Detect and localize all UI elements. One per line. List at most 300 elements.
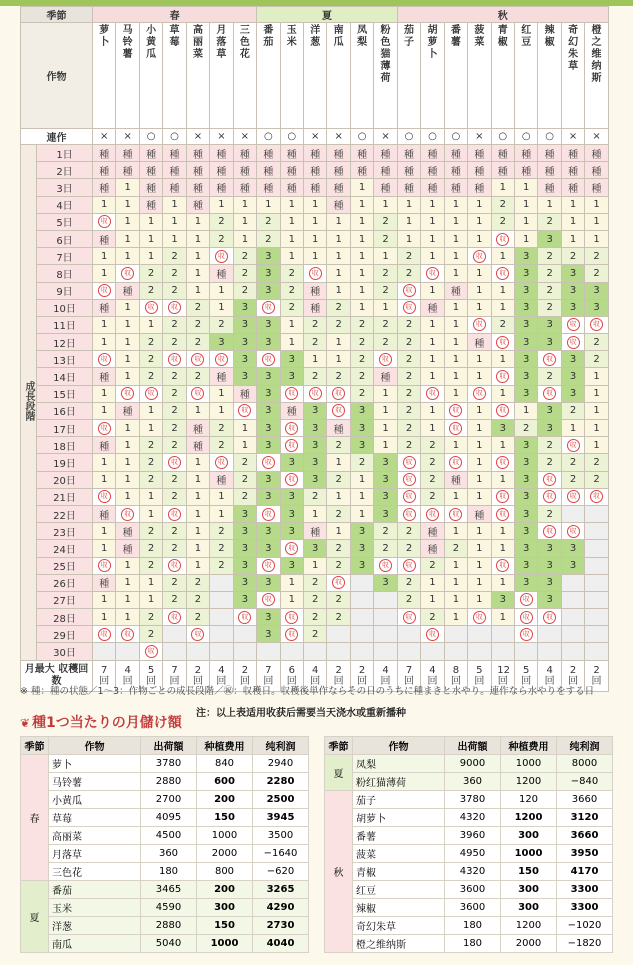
stage-cell: 3 — [514, 282, 537, 299]
stage-cell: 1 — [585, 420, 608, 437]
stage-cell: 種 — [116, 523, 139, 540]
stage-cell — [585, 523, 608, 540]
stage-cell: 2 — [186, 574, 209, 591]
stage-cell: 1 — [585, 213, 608, 230]
stage-cell: 種 — [233, 162, 257, 179]
stage-cell: 3 — [233, 574, 257, 591]
stage-cell: 種 — [116, 162, 139, 179]
stage-cell: 種 — [257, 162, 280, 179]
stage-cell — [304, 265, 327, 282]
harvest-mark: 収 — [98, 490, 111, 503]
stage-cell: 種 — [163, 162, 186, 179]
crop-name — [514, 23, 537, 129]
stage-cell: 1 — [304, 248, 327, 265]
stage-cell: 2 — [304, 591, 327, 608]
stage-cell: 種 — [139, 162, 162, 179]
day-label: 26日 — [37, 574, 93, 591]
crop-name — [139, 23, 162, 129]
stage-cell: 2 — [304, 609, 327, 626]
stage-cell: 3 — [304, 471, 327, 488]
stage-cell: 3 — [280, 368, 303, 385]
stage-cell: 1 — [444, 591, 467, 608]
harvest-mark: 収 — [403, 456, 416, 469]
cn-note: 注：以上表适用收获后需要当天浇水或重新播种 — [196, 708, 406, 719]
stage-cell: 3 — [233, 505, 257, 522]
stage-cell: 1 — [444, 557, 467, 574]
season-label: 夏 — [257, 7, 398, 23]
profit-cost: 1200 — [501, 809, 557, 827]
stage-cell: 3 — [374, 471, 397, 488]
stage-cell — [350, 574, 373, 591]
stage-cell: 3 — [257, 420, 280, 437]
stage-cell: 1 — [468, 591, 491, 608]
stage-cell — [444, 420, 467, 437]
stage-cell: 1 — [116, 299, 139, 316]
harvest-mark: 収 — [215, 456, 228, 469]
stage-cell: 種 — [280, 145, 303, 162]
stage-cell: 2 — [374, 316, 397, 333]
stage-cell: 1 — [421, 248, 444, 265]
harvest-mark: 収 — [262, 593, 275, 606]
harvest-mark: 収 — [473, 250, 486, 263]
profit-crop: 青椒 — [353, 863, 445, 881]
stage-cell: 2 — [327, 609, 350, 626]
profit-net: −1820 — [557, 935, 613, 953]
stage-cell: 2 — [374, 282, 397, 299]
stage-cell: 種 — [139, 179, 162, 196]
stage-cell: 3 — [233, 368, 257, 385]
stage-cell: 1 — [421, 282, 444, 299]
profit-cost: 840 — [197, 755, 253, 773]
stage-cell: 1 — [280, 316, 303, 333]
stage-cell: 2 — [163, 248, 186, 265]
stage-cell — [163, 505, 186, 522]
stage-cell: 1 — [233, 196, 257, 213]
day-label: 5日 — [37, 213, 93, 230]
stage-cell: 種 — [444, 282, 467, 299]
stage-cell — [93, 557, 116, 574]
stage-cell: 3 — [233, 523, 257, 540]
harvest-mark: 収 — [98, 422, 111, 435]
stage-cell: 1 — [139, 574, 162, 591]
stage-cell: 3 — [257, 316, 280, 333]
stage-cell: 種 — [116, 402, 139, 419]
stage-cell: 2 — [233, 488, 257, 505]
profit-ship: 3465 — [141, 881, 197, 899]
stage-cell — [350, 609, 373, 626]
profit-header: 季節 — [325, 737, 353, 755]
stage-cell — [163, 299, 186, 316]
profit-cost: 300 — [501, 881, 557, 899]
stage-cell: 1 — [514, 230, 537, 247]
stage-cell: 2 — [561, 402, 584, 419]
stage-cell — [444, 626, 467, 643]
stage-cell: 1 — [116, 574, 139, 591]
stage-cell: 種 — [210, 162, 233, 179]
stage-cell — [139, 643, 162, 660]
stage-cell: 1 — [421, 334, 444, 351]
stage-cell: 1 — [186, 213, 209, 230]
max-harvest-value: 8回 — [450, 664, 461, 687]
stage-cell: 3 — [257, 471, 280, 488]
stage-cell: 1 — [350, 248, 373, 265]
stage-cell: 2 — [421, 488, 444, 505]
stage-cell: 種 — [468, 505, 491, 522]
stage-cell — [327, 385, 350, 402]
harvest-mark: 収 — [262, 456, 275, 469]
profit-cost: 2000 — [197, 845, 253, 863]
stage-cell — [561, 574, 584, 591]
stage-cell: 3 — [233, 351, 257, 368]
stage-cell: 2 — [163, 385, 186, 402]
profit-ship: 360 — [445, 773, 501, 791]
stage-cell: 2 — [397, 334, 420, 351]
stage-cell: 1 — [304, 351, 327, 368]
crop-name-text: 菠菜 — [474, 25, 485, 48]
stage-cell: 2 — [374, 230, 397, 247]
stage-cell: 2 — [397, 265, 420, 282]
stage-cell: 2 — [233, 454, 257, 471]
stage-cell: 3 — [585, 299, 608, 316]
profit-crop: 番茄 — [49, 881, 141, 899]
crop-name-text: 高丽菜 — [192, 25, 203, 60]
stage-cell: 1 — [280, 591, 303, 608]
rotation-mark: ○ — [163, 129, 186, 145]
stage-cell — [491, 505, 514, 522]
stage-cell: 1 — [186, 248, 209, 265]
stage-cell — [468, 609, 491, 626]
day-label: 2日 — [37, 162, 93, 179]
day-label: 17日 — [37, 420, 93, 437]
stage-cell: 1 — [468, 230, 491, 247]
stage-cell: 種 — [257, 179, 280, 196]
stage-cell: 2 — [514, 420, 537, 437]
stage-cell — [139, 385, 162, 402]
harvest-mark: 収 — [332, 576, 345, 589]
stage-cell: 1 — [421, 368, 444, 385]
stage-cell: 1 — [350, 213, 373, 230]
stage-cell: 1 — [444, 213, 467, 230]
harvest-mark: 収 — [285, 628, 298, 641]
stage-cell: 1 — [93, 609, 116, 626]
season-label: 秋 — [397, 7, 608, 23]
stage-cell: 3 — [280, 557, 303, 574]
rotation-mark: × — [116, 129, 139, 145]
stage-cell: 1 — [514, 196, 537, 213]
stage-cell: 種 — [561, 145, 584, 162]
stage-cell: 1 — [210, 505, 233, 522]
stage-cell: 1 — [444, 196, 467, 213]
stage-cell: 種 — [93, 505, 116, 522]
profit-cost: 150 — [197, 917, 253, 935]
stage-cell: 3 — [538, 420, 561, 437]
stage-cell: 種 — [491, 162, 514, 179]
stage-cell: 2 — [561, 471, 584, 488]
stage-cell: 3 — [514, 334, 537, 351]
harvest-mark: 収 — [309, 267, 322, 280]
stage-cell: 種 — [397, 162, 420, 179]
stage-cell: 3 — [257, 402, 280, 419]
harvest-mark: 収 — [496, 336, 509, 349]
profit-header: 作物 — [49, 737, 141, 755]
stage-cell: 2 — [585, 248, 608, 265]
stage-cell: 1 — [186, 471, 209, 488]
stage-cell: 1 — [186, 402, 209, 419]
stage-cell: 種 — [304, 179, 327, 196]
stage-cell: 2 — [139, 557, 162, 574]
stage-cell: 2 — [304, 488, 327, 505]
profit-table-right — [324, 736, 613, 953]
harvest-mark: 収 — [145, 645, 158, 658]
stage-cell: 1 — [421, 402, 444, 419]
stage-cell: 2 — [163, 471, 186, 488]
rotation-mark: × — [304, 129, 327, 145]
stage-cell — [116, 505, 139, 522]
stage-cell: 3 — [491, 591, 514, 608]
stage-cell: 3 — [257, 523, 280, 540]
stage-cell: 種 — [444, 162, 467, 179]
stage-cell: 1 — [327, 213, 350, 230]
stage-cell — [538, 488, 561, 505]
stage-cell: 1 — [397, 230, 420, 247]
stage-cell — [538, 471, 561, 488]
stage-cell — [514, 643, 537, 660]
stage-cell — [327, 626, 350, 643]
stage-cell: 3 — [280, 351, 303, 368]
max-harvest-value: 2回 — [239, 664, 250, 687]
harvest-mark: 収 — [168, 301, 181, 314]
profit-cost: 200 — [197, 791, 253, 809]
stage-cell: 2 — [585, 265, 608, 282]
stage-cell — [257, 299, 280, 316]
profit-ship: 3600 — [445, 881, 501, 899]
max-harvest-value: 4回 — [310, 664, 321, 687]
stage-cell: 1 — [444, 316, 467, 333]
stage-cell: 2 — [491, 196, 514, 213]
max-harvest-value: 5回 — [474, 664, 485, 687]
stage-cell: 1 — [163, 213, 186, 230]
profit-crop: 月落草 — [49, 845, 141, 863]
stage-cell: 2 — [163, 420, 186, 437]
stage-cell: 1 — [514, 179, 537, 196]
stage-cell: 1 — [350, 488, 373, 505]
crop-name-text: 胡萝卜 — [427, 25, 438, 60]
stage-cell — [397, 282, 420, 299]
stage-cell: 種 — [233, 179, 257, 196]
stage-cell: 3 — [350, 540, 373, 557]
profit-crop: 粉红猫薄荷 — [353, 773, 445, 791]
crop-name — [538, 23, 561, 129]
stage-cell: 種 — [421, 523, 444, 540]
stage-cell: 1 — [186, 282, 209, 299]
stage-cell: 2 — [186, 368, 209, 385]
stage-cell: 3 — [233, 299, 257, 316]
crop-name-text: 粉色猫薄荷 — [380, 25, 391, 84]
harvest-mark: 収 — [426, 267, 439, 280]
stage-cell — [374, 591, 397, 608]
stage-cell: 3 — [257, 248, 280, 265]
day-label: 9日 — [37, 282, 93, 299]
day-label: 10日 — [37, 299, 93, 316]
profit-table-left — [20, 736, 309, 953]
stage-cell: 2 — [538, 265, 561, 282]
profit-crop: 洋葱 — [49, 917, 141, 935]
stage-cell: 2 — [210, 316, 233, 333]
stage-cell: 3 — [514, 557, 537, 574]
max-harvest-value: 7回 — [99, 664, 110, 687]
max-harvest-value: 7回 — [263, 664, 274, 687]
stage-cell: 種 — [468, 179, 491, 196]
rotation-mark: ○ — [280, 129, 303, 145]
stage-cell — [93, 213, 116, 230]
stage-cell: 種 — [538, 179, 561, 196]
crop-name — [397, 23, 420, 129]
stage-cell: 1 — [327, 248, 350, 265]
stage-cell: 2 — [163, 523, 186, 540]
day-label: 25日 — [37, 557, 93, 574]
profit-cost: 1000 — [501, 755, 557, 773]
profit-season: 秋 — [325, 791, 353, 953]
stage-cell: 2 — [397, 248, 420, 265]
stage-cell: 種 — [233, 385, 257, 402]
stage-cell — [350, 643, 373, 660]
stage-cell — [116, 385, 139, 402]
stage-cell — [233, 643, 257, 660]
crop-name — [304, 23, 327, 129]
stage-cell — [210, 454, 233, 471]
stage-cell: 1 — [93, 196, 116, 213]
profit-ship: 4590 — [141, 899, 197, 917]
stage-cell: 2 — [327, 591, 350, 608]
stage-cell: 3 — [585, 282, 608, 299]
stage-cell: 1 — [421, 196, 444, 213]
stage-cell: 種 — [468, 334, 491, 351]
stage-cell: 1 — [468, 265, 491, 282]
stage-cell: 種 — [374, 162, 397, 179]
stage-cell — [163, 626, 186, 643]
crop-name-text: 小黄瓜 — [146, 25, 157, 60]
stage-cell: 1 — [374, 402, 397, 419]
subtitle-text: 種1つ当たりの月儲け額 — [32, 715, 182, 731]
stage-cell — [491, 626, 514, 643]
crop-name-text: 三色花 — [239, 25, 250, 60]
stage-cell: 1 — [491, 351, 514, 368]
profit-header: 作物 — [353, 737, 445, 755]
stage-cell — [444, 454, 467, 471]
profit-net: 3300 — [557, 881, 613, 899]
crop-name — [327, 23, 350, 129]
stage-cell — [163, 351, 186, 368]
stage-cell: 1 — [327, 523, 350, 540]
harvest-mark: 収 — [590, 490, 603, 503]
max-harvest-value: 7回 — [169, 664, 180, 687]
stage-cell: 3 — [538, 230, 561, 247]
stage-cell: 1 — [93, 385, 116, 402]
profit-cost: 1000 — [197, 827, 253, 845]
stage-cell: 1 — [561, 230, 584, 247]
stage-cell: 2 — [186, 299, 209, 316]
stage-cell: 3 — [257, 488, 280, 505]
profit-net: 4170 — [557, 863, 613, 881]
season-header: 季節 — [21, 7, 93, 23]
stage-cell: 種 — [444, 145, 467, 162]
stage-cell — [468, 385, 491, 402]
stage-cell — [561, 505, 584, 522]
profit-ship: 3600 — [445, 899, 501, 917]
max-harvest-value: 4回 — [380, 664, 391, 687]
stage-cell: 2 — [210, 523, 233, 540]
stage-cell: 2 — [327, 471, 350, 488]
stage-cell — [538, 385, 561, 402]
stage-cell: 1 — [116, 334, 139, 351]
stage-cell: 2 — [139, 471, 162, 488]
stage-cell: 種 — [93, 162, 116, 179]
stage-cell: 1 — [491, 540, 514, 557]
stage-cell: 1 — [139, 488, 162, 505]
rotation-mark: ○ — [421, 129, 444, 145]
stage-cell: 3 — [210, 334, 233, 351]
stage-cell: 2 — [210, 437, 233, 454]
profit-ship: 2880 — [141, 917, 197, 935]
stage-cell — [210, 591, 233, 608]
max-harvest-value: 4回 — [427, 664, 438, 687]
stage-cell — [397, 471, 420, 488]
profit-net: 3120 — [557, 809, 613, 827]
stage-cell — [397, 626, 420, 643]
crop-name — [280, 23, 303, 129]
stage-cell: 3 — [374, 488, 397, 505]
crop-name-text: 番薯 — [450, 25, 461, 48]
stage-cell: 1 — [210, 299, 233, 316]
stage-cell: 種 — [116, 145, 139, 162]
crop-name-text: 玉米 — [286, 25, 297, 48]
stage-cell — [186, 385, 209, 402]
max-harvest-value: 7回 — [404, 664, 414, 687]
stage-cell: 種 — [561, 162, 584, 179]
stage-cell: 2 — [280, 282, 303, 299]
stage-cell: 2 — [491, 213, 514, 230]
max-harvest-value: 5回 — [521, 664, 532, 687]
stage-cell — [538, 626, 561, 643]
day-label: 12日 — [37, 334, 93, 351]
stage-cell: 1 — [468, 282, 491, 299]
max-harvest-value: 12回 — [497, 664, 510, 687]
stage-cell — [210, 626, 233, 643]
stage-cell — [280, 471, 303, 488]
stage-cell — [561, 316, 584, 333]
profit-crop: 奇幻朱草 — [353, 917, 445, 935]
max-harvest-value: 2回 — [591, 664, 602, 687]
harvest-mark: 収 — [332, 404, 345, 417]
stage-cell: 1 — [468, 420, 491, 437]
max-harvest-value: 4回 — [216, 664, 227, 687]
legend-note: ※ 種：種の状態／1〜3：作物ごとの成長段階／㊗：収穫日。収穫後単作ならその日のうちに種まきと水やり。連作なら水やりをする日 — [20, 686, 595, 697]
stage-cell: 3 — [514, 574, 537, 591]
stage-cell — [397, 488, 420, 505]
stage-cell: 3 — [257, 609, 280, 626]
stage-cell — [421, 643, 444, 660]
stage-cell — [561, 626, 584, 643]
profit-net: 4040 — [253, 935, 309, 953]
stage-cell: 1 — [210, 488, 233, 505]
day-label: 14日 — [37, 368, 93, 385]
stage-cell: 1 — [491, 437, 514, 454]
profit-ship: 2880 — [141, 773, 197, 791]
stage-cell: 種 — [257, 145, 280, 162]
rotation-mark: ○ — [139, 129, 162, 145]
stage-cell: 種 — [561, 179, 584, 196]
stage-cell: 2 — [397, 540, 420, 557]
